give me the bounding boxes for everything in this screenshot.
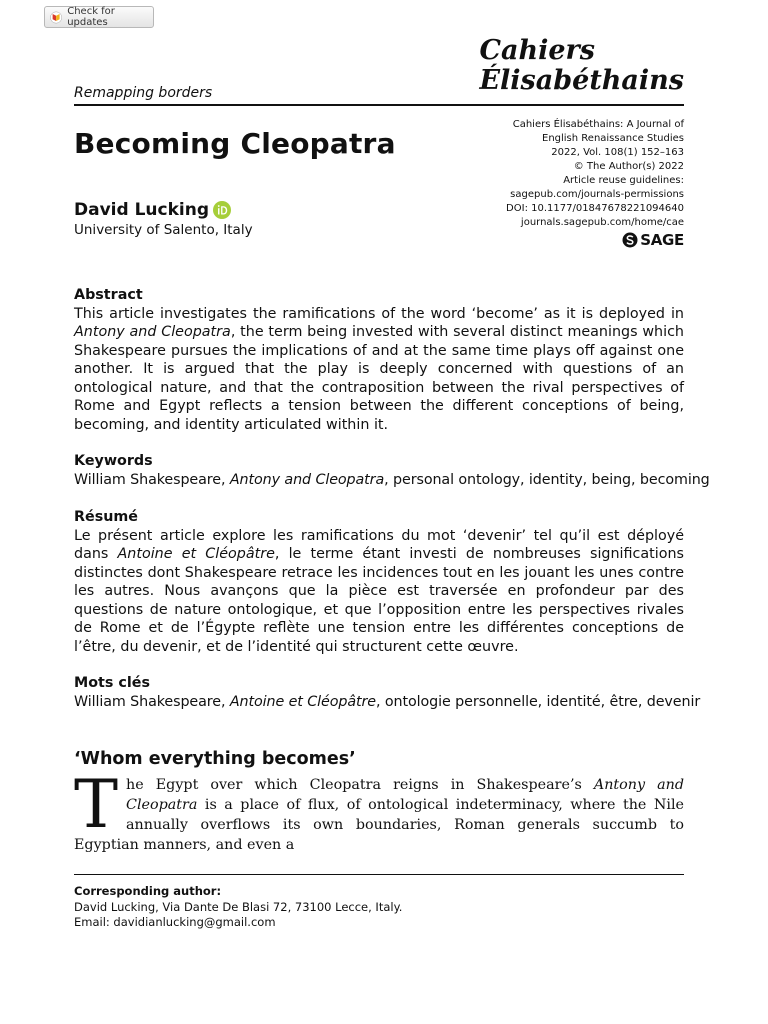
meta-line: 2022, Vol. 108(1) 152–163 <box>551 147 684 158</box>
meta-line: Article reuse guidelines: <box>563 175 684 186</box>
meta-reuse-link[interactable]: sagepub.com/journals-permissions <box>510 189 684 200</box>
journal-logo <box>479 36 684 96</box>
section-heading: ‘Whom everything becomes’ <box>74 749 356 769</box>
resume-heading: Résumé <box>74 509 138 525</box>
journal-metadata <box>444 118 684 230</box>
article-title: Becoming Cleopatra <box>74 127 396 160</box>
author-name: David Lucking <box>74 200 209 220</box>
abstract-heading: Abstract <box>74 287 143 303</box>
keywords-section <box>74 452 710 489</box>
check-for-updates-button[interactable] <box>44 6 154 28</box>
corresponding-author-label: Corresponding author: <box>74 884 222 898</box>
drop-cap: T <box>74 766 119 843</box>
corresponding-author-email[interactable]: Email: davidianlucking@gmail.com <box>74 915 276 929</box>
journal-logo-line2: Élisabéthains <box>479 65 684 96</box>
resume-section <box>74 508 684 656</box>
crossmark-icon <box>50 11 62 24</box>
sage-s-icon <box>622 232 638 248</box>
journal-logo-line1: Cahiers <box>479 35 595 66</box>
resume-text: Le présent article explore les ramifications du mot ‘devenir’ tel qu’il est déployé dans Antoine et Cléopâtre, le terme étant investi de nombreuses significations distinctes dont Shakespeare retrace les incidences tout en les jouant les unes contre les autres. Nous avançons que la pièce est traversée en profondeur par des questions de nature ontologique, et que l’opposition entre les perspectives rivales de Rome et de l’Égypte reflète une tension entre les différentes conceptions de l’être, du devenir, et de l’identité qui structurent cette œuvre. <box>74 527 684 655</box>
check-for-updates-label: Check for updates <box>67 6 115 28</box>
meta-line: English Renaissance Studies <box>542 133 684 144</box>
body-paragraph: The Egypt over which Cleopatra reigns in Shakespeare’s Antony and Cleopatra is a place of flux, of ontological indeterminacy, where the Nile annually overflows its own boundaries, Roman generals succumb to Egyptian manners, and even a <box>74 766 684 853</box>
mots-cles-section <box>74 674 701 711</box>
abstract-text: This article investigates the ramifications of the word ‘become’ as it is deployed in Antony and Cleopatra, the term being invested with several distinct meanings which Shakespeare pursues the implications of and at the same time plays off against one another. It is argued that the play is deeply concerned with questions of an ontological nature, and that the contraposition between the rival perspectives of Rome and Egypt reflects a tension between the different conceptions of being, becoming, and identity articulated within it. <box>74 305 684 433</box>
author-line <box>74 200 231 220</box>
publisher-name: SAGE <box>640 231 684 249</box>
abstract-section <box>74 286 684 434</box>
author-affiliation: University of Salento, Italy <box>74 222 253 238</box>
corresponding-author <box>74 884 402 931</box>
publisher-logo <box>622 231 684 249</box>
footnote-rule <box>74 874 684 875</box>
section-tag: Remapping borders <box>74 85 213 101</box>
corresponding-author-address: David Lucking, Via Dante De Blasi 72, 73100 Lecce, Italy. <box>74 899 403 914</box>
mots-cles-heading: Mots clés <box>74 675 150 691</box>
meta-line: Cahiers Élisabéthains: A Journal of <box>512 119 684 130</box>
header-rule <box>74 104 684 106</box>
meta-line: © The Author(s) 2022 <box>573 161 684 172</box>
mots-cles-text: William Shakespeare, Antoine et Cléopâtre, ontologie personnelle, identité, être, devenir <box>74 693 701 710</box>
meta-doi-link[interactable]: DOI: 10.1177/01847678221094640 <box>506 203 684 214</box>
meta-journal-link[interactable]: journals.sagepub.com/home/cae <box>520 217 684 228</box>
keywords-heading: Keywords <box>74 453 153 469</box>
keywords-text: William Shakespeare, Antony and Cleopatra, personal ontology, identity, being, becoming <box>74 471 710 488</box>
orcid-icon[interactable] <box>213 201 231 219</box>
